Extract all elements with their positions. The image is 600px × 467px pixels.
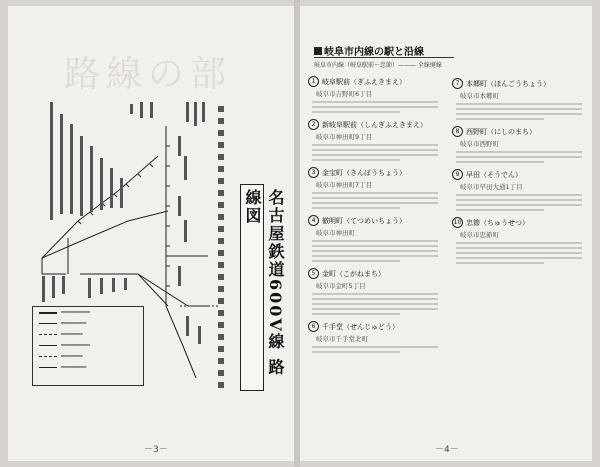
station-name: 岐阜駅前（ぎふえきまえ） — [322, 77, 406, 86]
station-name-row — [452, 217, 582, 228]
station-location: 岐阜市神田町 — [316, 229, 355, 237]
map-legend: ━━━━━━━━ ━━━━━━━ ━━━━━━ ━━━━━━━━ ━━━━━━ ━━━━━━━ — [32, 306, 144, 386]
station-number-icon: 7 — [452, 78, 463, 89]
section-header — [314, 44, 454, 70]
station-description-text — [456, 103, 582, 120]
station-entry — [308, 167, 438, 209]
station-name: 西野町（にしのまち） — [466, 127, 536, 136]
station-name: 千手堂（せんじゅどう） — [322, 322, 399, 331]
station-description-text — [456, 151, 582, 163]
station-column-1 — [308, 76, 438, 359]
station-entry — [452, 169, 582, 211]
square-bullet-icon — [314, 47, 322, 55]
page-number-right: －4－ — [435, 445, 459, 455]
station-number-icon: 1 — [308, 76, 319, 87]
station-entry — [308, 268, 438, 315]
station-entry — [308, 119, 438, 161]
station-entry — [452, 78, 582, 120]
station-description-text — [312, 240, 438, 262]
station-location: 岐阜市早田大通1丁目 — [460, 183, 523, 191]
station-description-text — [312, 293, 438, 315]
page-number-left: －3－ — [144, 445, 168, 455]
station-description-text — [456, 242, 582, 264]
station-name-row — [308, 76, 438, 87]
left-page — [8, 6, 294, 461]
station-name: 本郷町（ほんごうちょう） — [466, 79, 550, 88]
station-entry — [452, 126, 582, 163]
station-name: 新岐阜駅前（しんぎふえきまえ） — [322, 120, 427, 129]
line-summary: 岐阜市内線（岐阜駅前～忠節）——— 全線廃線 — [314, 62, 442, 69]
station-name: 早田（そうでん） — [466, 170, 522, 179]
station-entry — [308, 76, 438, 113]
station-number-icon: 9 — [452, 169, 463, 180]
station-name: 金町（こがねまち） — [322, 269, 385, 278]
bleed-through-text: 路線の部 — [64, 54, 233, 95]
station-location: 岐阜市忠節町 — [460, 231, 499, 239]
station-name-row — [308, 321, 438, 332]
station-name: 徹明町（てつめいちょう） — [322, 216, 406, 225]
station-entry — [452, 217, 582, 264]
station-name-row — [308, 215, 438, 226]
station-location: 岐阜市吉野町6丁目 — [316, 90, 373, 98]
station-entry — [308, 215, 438, 262]
station-number-icon: 4 — [308, 215, 319, 226]
station-name-row — [308, 167, 438, 178]
station-number-icon: 6 — [308, 321, 319, 332]
station-location: 岐阜市金町5丁目 — [316, 282, 366, 290]
vertical-title-box — [240, 184, 285, 391]
station-description-text — [312, 346, 438, 353]
station-location: 岐阜市神田町7丁目 — [316, 181, 373, 189]
station-number-icon: 5 — [308, 268, 319, 279]
right-page — [300, 6, 592, 461]
station-location: 岐阜市千手堂北町 — [316, 335, 368, 343]
station-name: 金宝町（きんぽうちょう） — [322, 168, 406, 177]
station-location: 岐阜市神田町9丁目 — [316, 133, 373, 141]
station-description-text — [312, 144, 438, 161]
station-number-icon: 8 — [452, 126, 463, 137]
station-name-row — [308, 268, 438, 279]
vertical-title: 名古屋鉄道600V線 路線図 — [243, 189, 285, 377]
station-name-row — [452, 169, 582, 180]
station-number-icon: 2 — [308, 119, 319, 130]
station-entry — [308, 321, 438, 353]
station-description-text — [312, 192, 438, 209]
station-name-row — [308, 119, 438, 130]
station-name-row — [452, 126, 582, 137]
station-location: 岐阜市西野町 — [460, 140, 499, 148]
station-name-row — [452, 78, 582, 89]
station-number-icon: 10 — [453, 219, 462, 226]
section-title: 岐阜市内線の駅と沿線 — [324, 47, 424, 58]
station-description-text — [312, 101, 438, 113]
station-name: 忠節（ちゅうせつ） — [466, 218, 529, 227]
station-location: 岐阜市本郷町 — [460, 92, 499, 100]
station-description-text — [456, 194, 582, 211]
station-number-icon: 3 — [308, 167, 319, 178]
station-column-2 — [452, 78, 582, 270]
